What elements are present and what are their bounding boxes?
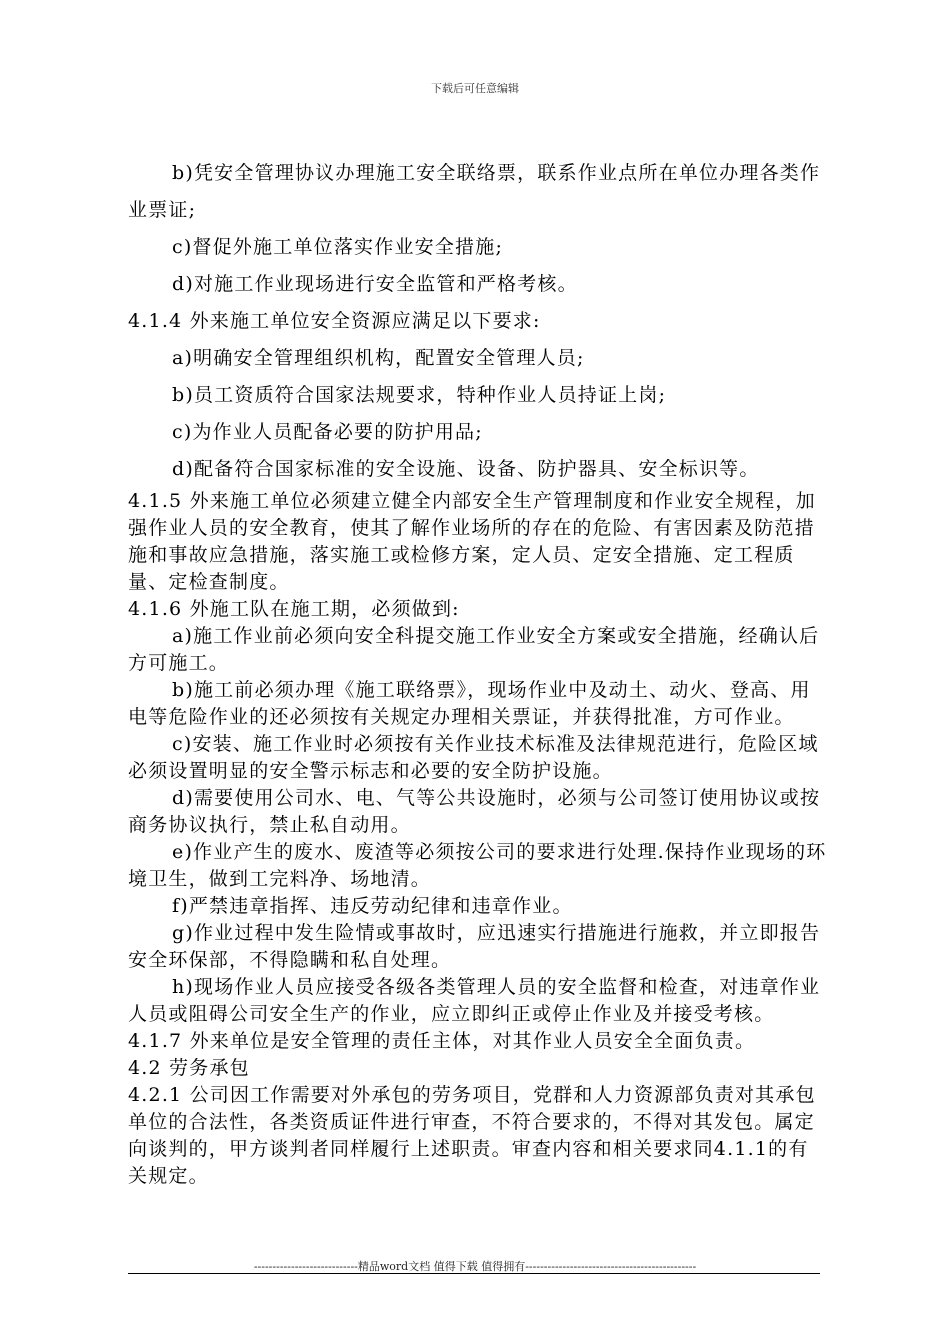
paragraph: a)明确安全管理组织机构，配置安全管理人员; (172, 347, 585, 369)
paragraph: h)现场作业人员应接受各级各类管理人员的安全监督和检查，对违章作业人员或阻碍公司安全生产的作业，应立即纠正或停止作业及并接受考核。 (128, 976, 821, 1025)
page-footer: ----------------------------精品word文档 值得下载 值得拥有---------------------------------------------- (253, 1260, 697, 1273)
section-paragraph: 4.1.7 外来单位是安全管理的责任主体，对其作业人员安全全面负责。 (128, 1030, 756, 1052)
section-paragraph: 4.1.5 外来施工单位必须建立健全内部安全生产管理制度和作业安全规程，加强作业人员的安全教育，使其了解作业场所的存在的危险、有害因素及防范措施和事故应急措施，落实施工或检修方案，定人员、定安全措施、定工程质量、定检查制度。 (128, 490, 816, 593)
paragraph: g)作业过程中发生险情或事故时，应迅速实行措施进行施救，并立即报告安全环保部，不得隐瞒和私自处理。 (128, 922, 821, 971)
paragraph: b)施工前必须办理《施工联络票》，现场作业中及动土、动火、登高、用电等危险作业的还必须按有关规定办理相关票证，并获得批准，方可作业。 (128, 679, 811, 728)
paragraph: c)督促外施工单位落实作业安全措施; (172, 236, 504, 258)
paragraph: b)凭安全管理协议办理施工安全联络票，联系作业点所在单位办理各类作业票证; (128, 162, 821, 221)
paragraph: c)安装、施工作业时必须按有关作业技术标准及法律规范进行，危险区域必须设置明显的安全警示标志和必要的安全防护设施。 (128, 733, 819, 782)
paragraph: f)严禁违章指挥、违反劳动纪律和违章作业。 (172, 895, 573, 917)
section-heading: 4.1.6 外施工队在施工期，必须做到: (128, 598, 460, 620)
paragraph: d)配备符合国家标准的安全设施、设备、防护器具、安全标识等。 (172, 458, 760, 480)
paragraph: c)为作业人员配备必要的防护用品; (172, 421, 483, 443)
paragraph: b)员工资质符合国家法规要求，特种作业人员持证上岗; (172, 384, 667, 406)
paragraph: e)作业产生的废水、废渣等必须按公司的要求进行处理.保持作业现场的环境卫生，做到工完料净、场地清。 (128, 841, 827, 890)
page-header: 下载后可任意编辑 (431, 82, 519, 95)
paragraph: a)施工作业前必须向安全科提交施工作业安全方案或安全措施，经确认后方可施工。 (128, 625, 820, 674)
section-heading: 4.1.4 外来施工单位安全资源应满足以下要求: (128, 310, 541, 332)
section-paragraph: 4.2.1 公司因工作需要对外承包的劳务项目，党群和人力资源部负责对其承包单位的合法性，各类资质证件进行审查，不符合要求的，不得对其发包。属定向谈判的，甲方谈判者同样履行上述职责。审查内容和相关要求同4.1.1的有关规定。 (128, 1084, 816, 1187)
footer-rule (128, 1273, 820, 1274)
paragraph: d)对施工作业现场进行安全监管和严格考核。 (172, 273, 578, 295)
document-body (128, 155, 828, 1190)
section-heading: 4.2 劳务承包 (128, 1057, 250, 1079)
paragraph: d)需要使用公司水、电、气等公共设施时，必须与公司签订使用协议或按商务协议执行，禁止私自动用。 (128, 787, 821, 836)
